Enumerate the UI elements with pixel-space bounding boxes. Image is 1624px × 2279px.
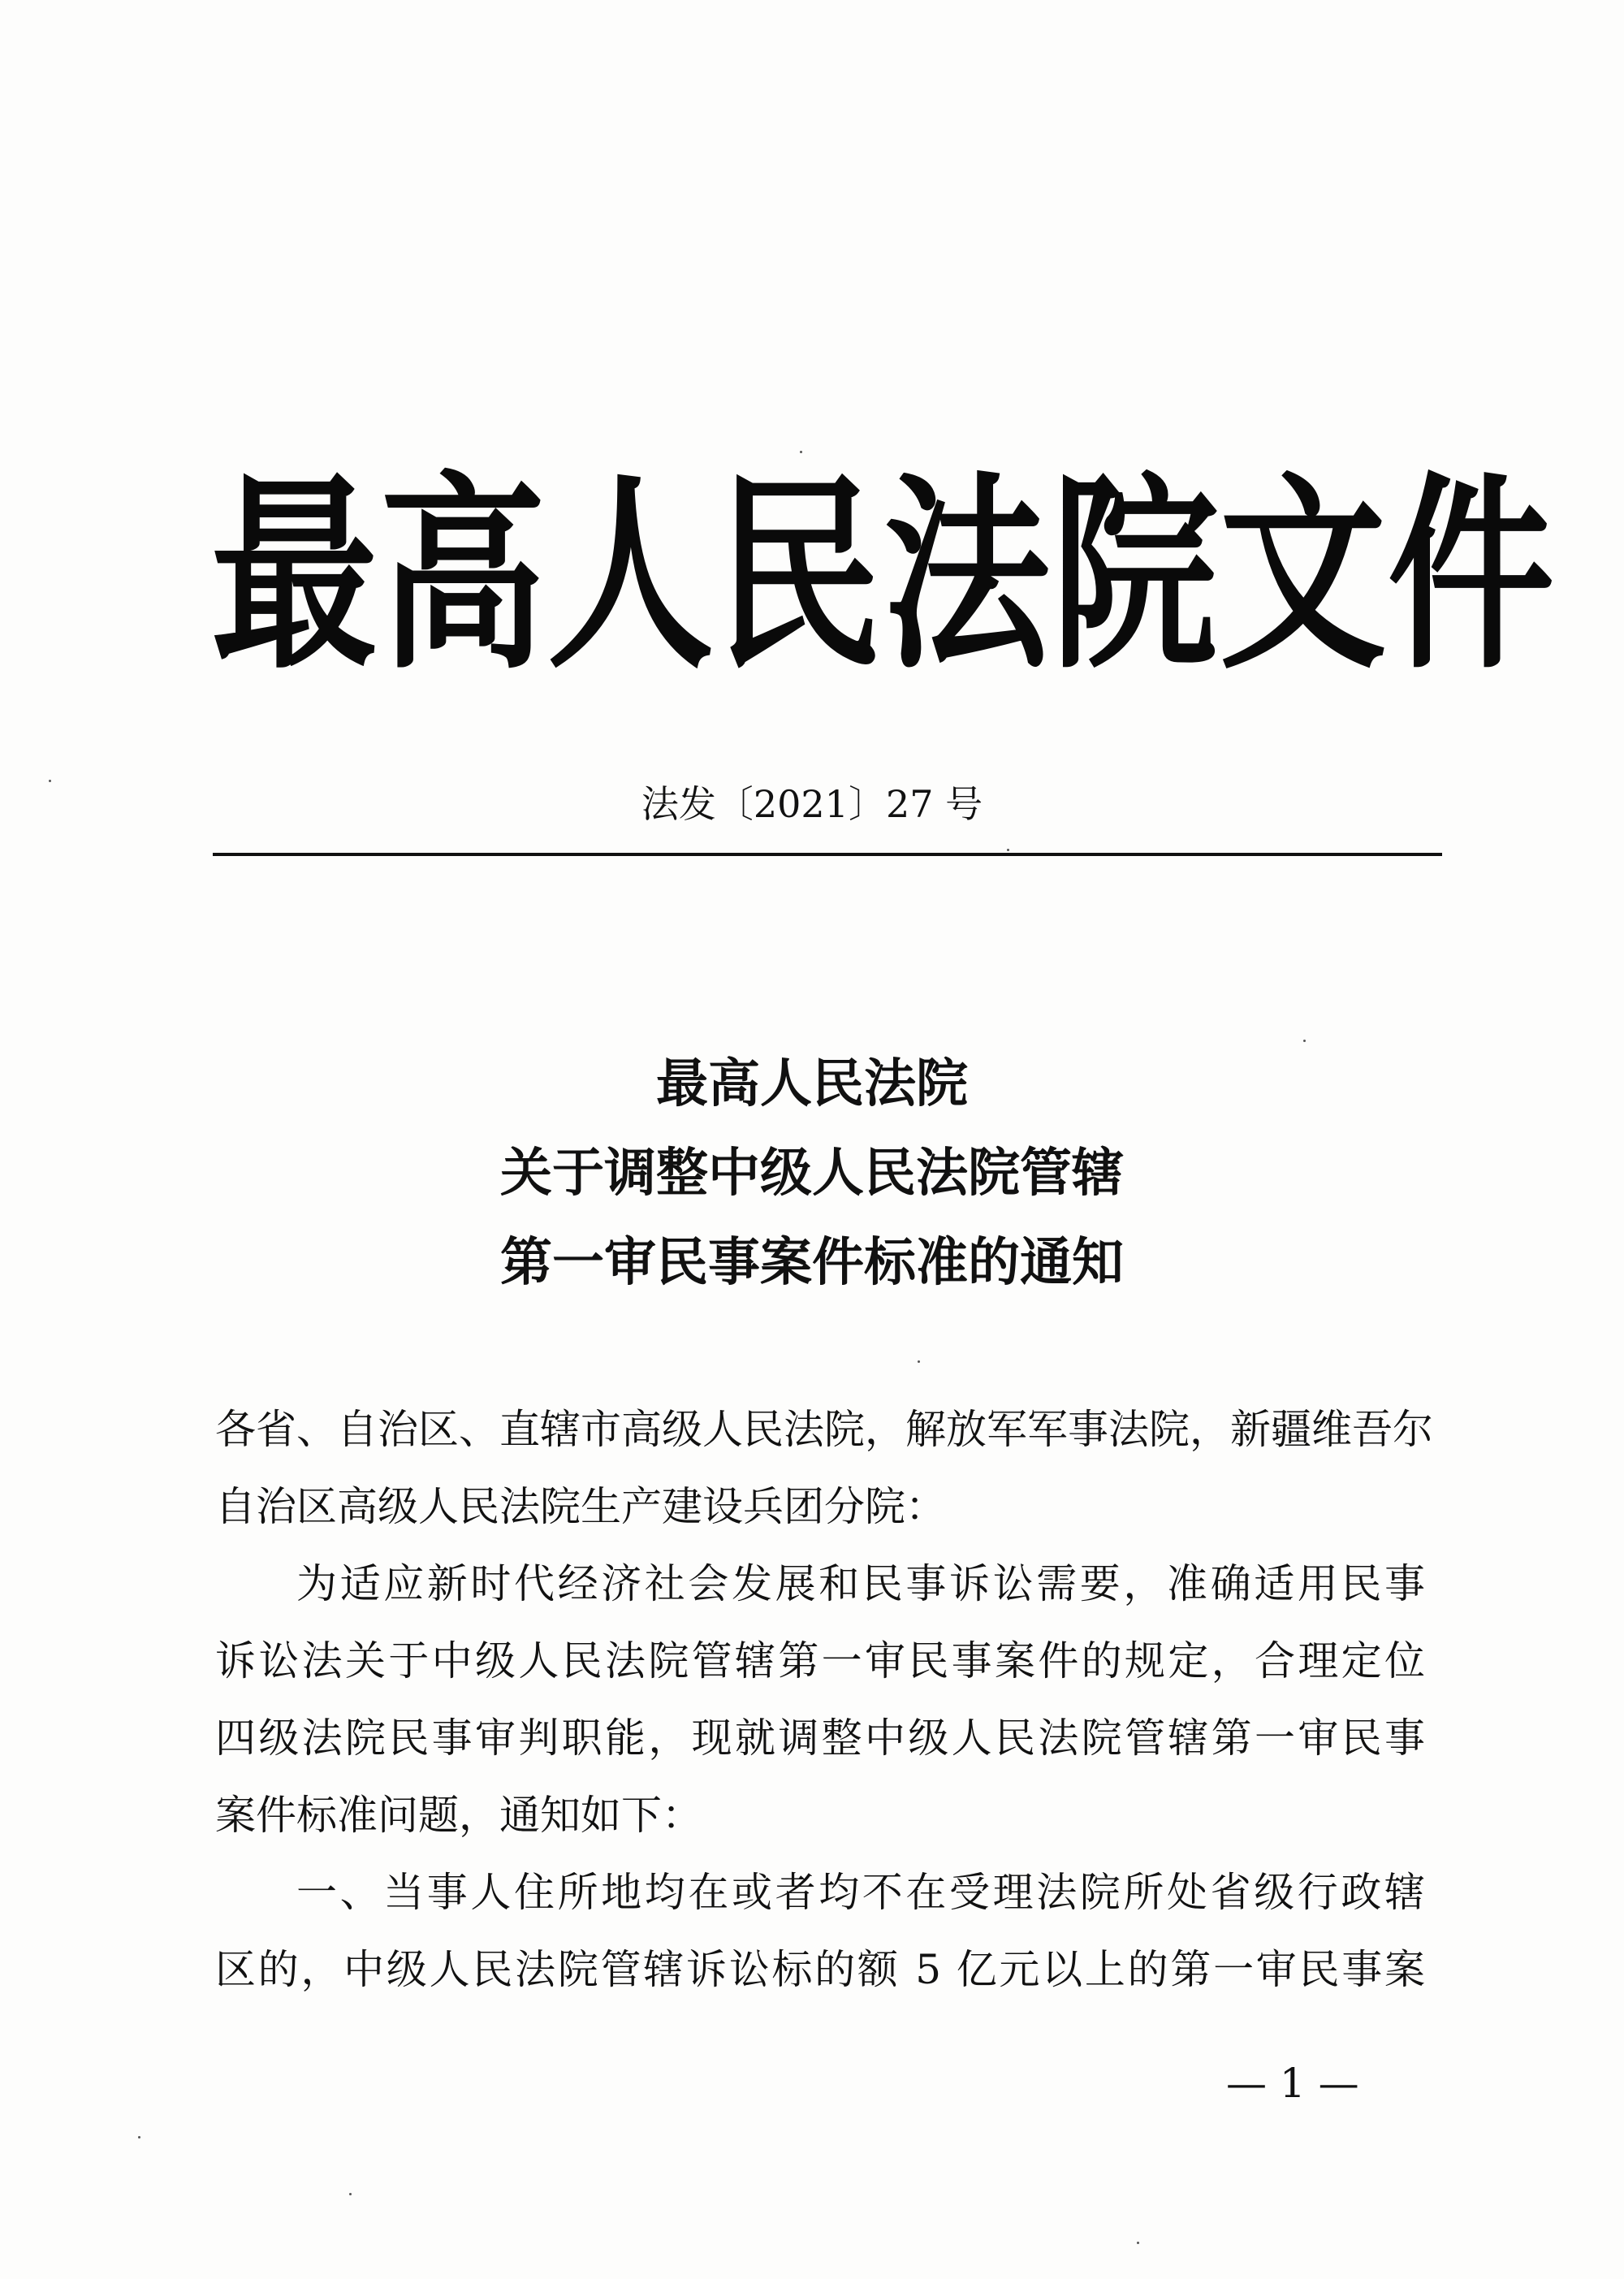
- scan-speck: [918, 1360, 920, 1363]
- scan-speck: [349, 2193, 352, 2195]
- separator-rule: [213, 853, 1442, 856]
- scan-speck: [49, 780, 51, 782]
- scan-speck: [138, 2136, 140, 2138]
- document-masthead: 最高人民法院文件: [211, 456, 1556, 698]
- paragraph1-line-2: 诉讼法关于中级人民法院管辖第一审民事案件的规定，合理定位: [215, 1637, 1425, 1684]
- title-line-3: 第一审民事案件标准的通知: [500, 1232, 1124, 1293]
- paragraph2-line-2: 区的，中级人民法院管辖诉讼标的额 5 亿元以上的第一审民事案: [215, 1946, 1425, 1993]
- paragraph1-line-4: 案件标准问题，通知如下：: [215, 1792, 702, 1839]
- scan-speck: [1007, 849, 1009, 851]
- title-line-1: 最高人民法院: [656, 1053, 968, 1114]
- title-line-2: 关于调整中级人民法院管辖: [500, 1143, 1124, 1204]
- addressee-line-1: 各省、自治区、直辖市高级人民法院，解放军军事法院，新疆维吾尔: [215, 1406, 1433, 1453]
- scan-speck: [800, 451, 802, 453]
- scan-speck: [1137, 2242, 1139, 2244]
- paragraph2-line-1: 一、当事人住所地均在或者均不在受理法院所处省级行政辖: [296, 1869, 1425, 1916]
- addressee-line-2: 自治区高级人民法院生产建设兵团分院：: [215, 1483, 946, 1530]
- paragraph1-line-3: 四级法院民事审判职能，现就调整中级人民法院管辖第一审民事: [215, 1715, 1425, 1762]
- paragraph1-line-1: 为适应新时代经济社会发展和民事诉讼需要，准确适用民事: [296, 1560, 1425, 1607]
- scan-speck: [1303, 1040, 1306, 1042]
- page-number: — 1 —: [1226, 2060, 1359, 2107]
- document-number: 法发〔2021〕27 号: [641, 782, 983, 826]
